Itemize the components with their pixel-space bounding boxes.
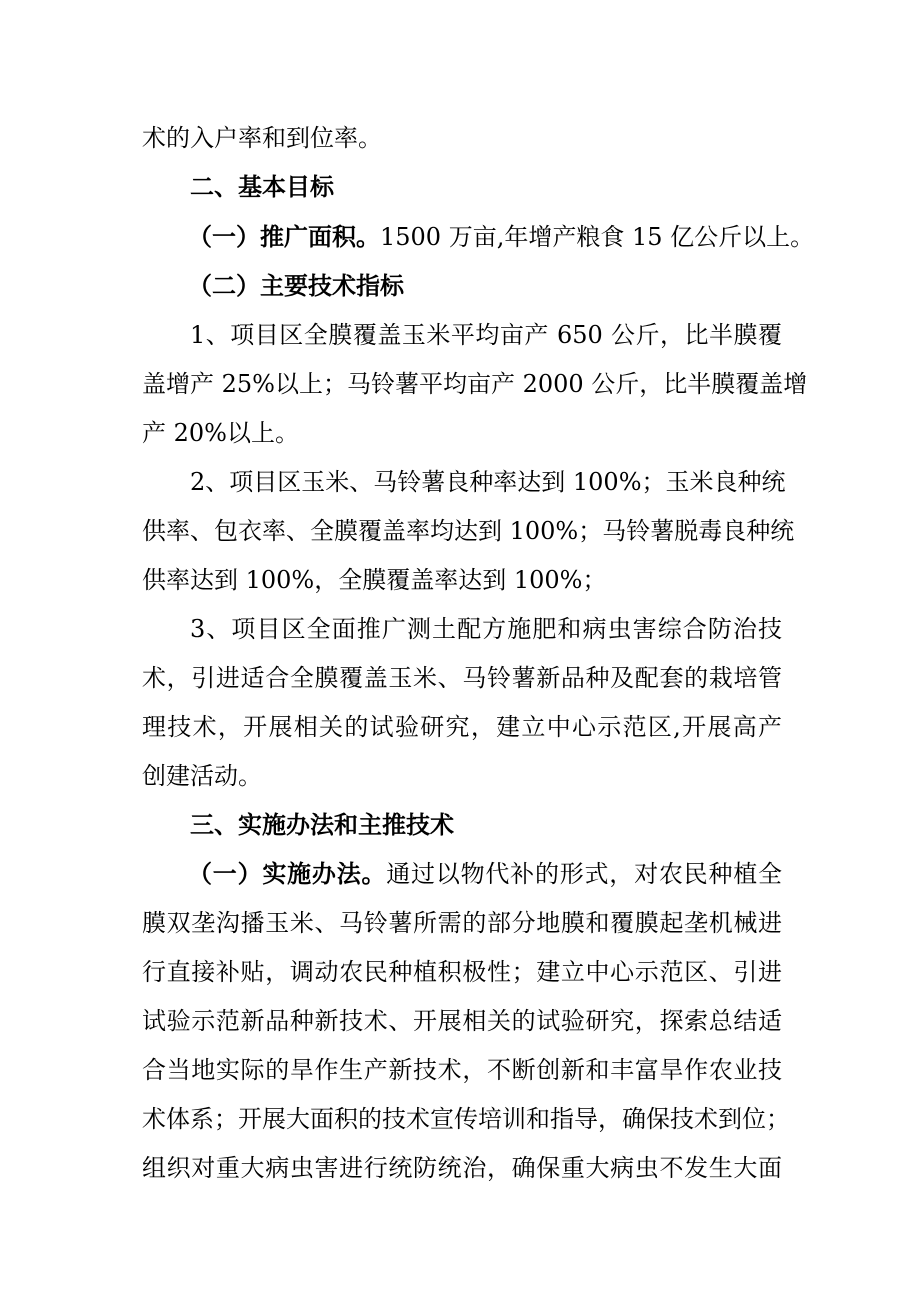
subheading-main-indicators: （二）主要技术指标 <box>188 272 404 300</box>
text-line: 供率、包衣率、全膜覆盖率均达到 100%；马铃薯脱毒良种统 <box>142 517 795 545</box>
text-line: 膜双垄沟播玉米、马铃薯所需的部分地膜和覆膜起垄机械进 <box>142 909 782 937</box>
subheading-implementation-method: （一）实施办法。 <box>188 860 387 888</box>
text-line: 创建活动。 <box>142 762 262 790</box>
text-line: 组织对重大病虫害进行统防统治，确保重大病虫不发生大面 <box>142 1154 782 1182</box>
text-line: 合当地实际的旱作生产新技术，不断创新和丰富旱作农业技 <box>142 1056 782 1084</box>
text-line: 供率达到 100%，全膜覆盖率达到 100%； <box>142 566 607 594</box>
text-line: 3、项目区全面推广测土配方施肥和病虫害综合防治技 <box>190 615 782 643</box>
text-line: 1、项目区全膜覆盖玉米平均亩产 650 公斤，比半膜覆 <box>190 321 782 349</box>
section-heading-implementation: 三、实施办法和主推技术 <box>190 811 454 839</box>
section-heading-basic-goals: 二、基本目标 <box>190 173 334 201</box>
text-span: 1500 万亩,年增产粮食 15 亿公斤以上。 <box>380 223 815 251</box>
text-line: 术的入户率和到位率。 <box>142 124 382 152</box>
subheading-promotion-area: （一）推广面积。 <box>188 223 380 251</box>
text-line: 理技术，开展相关的试验研究，建立中心示范区,开展高产 <box>142 713 782 741</box>
text-line: 盖增产 25%以上；马铃薯平均亩产 2000 公斤，比半膜覆盖增 <box>142 370 808 398</box>
text-line: 行直接补贴，调动农民种植积极性；建立中心示范区、引进 <box>142 958 782 986</box>
text-line <box>188 221 815 253</box>
text-line <box>188 858 782 890</box>
text-line: 术，引进适合全膜覆盖玉米、马铃薯新品种及配套的栽培管 <box>142 664 782 692</box>
text-line: 产 20%以上。 <box>142 419 299 447</box>
text-line: 试验示范新品种新技术、开展相关的试验研究，探索总结适 <box>142 1007 782 1035</box>
text-line: 术体系；开展大面积的技术宣传培训和指导，确保技术到位； <box>142 1105 790 1133</box>
text-span: 通过以物代补的形式，对农民种植全 <box>386 860 783 888</box>
text-line: 2、项目区玉米、马铃薯良种率达到 100%；玉米良种统 <box>190 468 786 496</box>
